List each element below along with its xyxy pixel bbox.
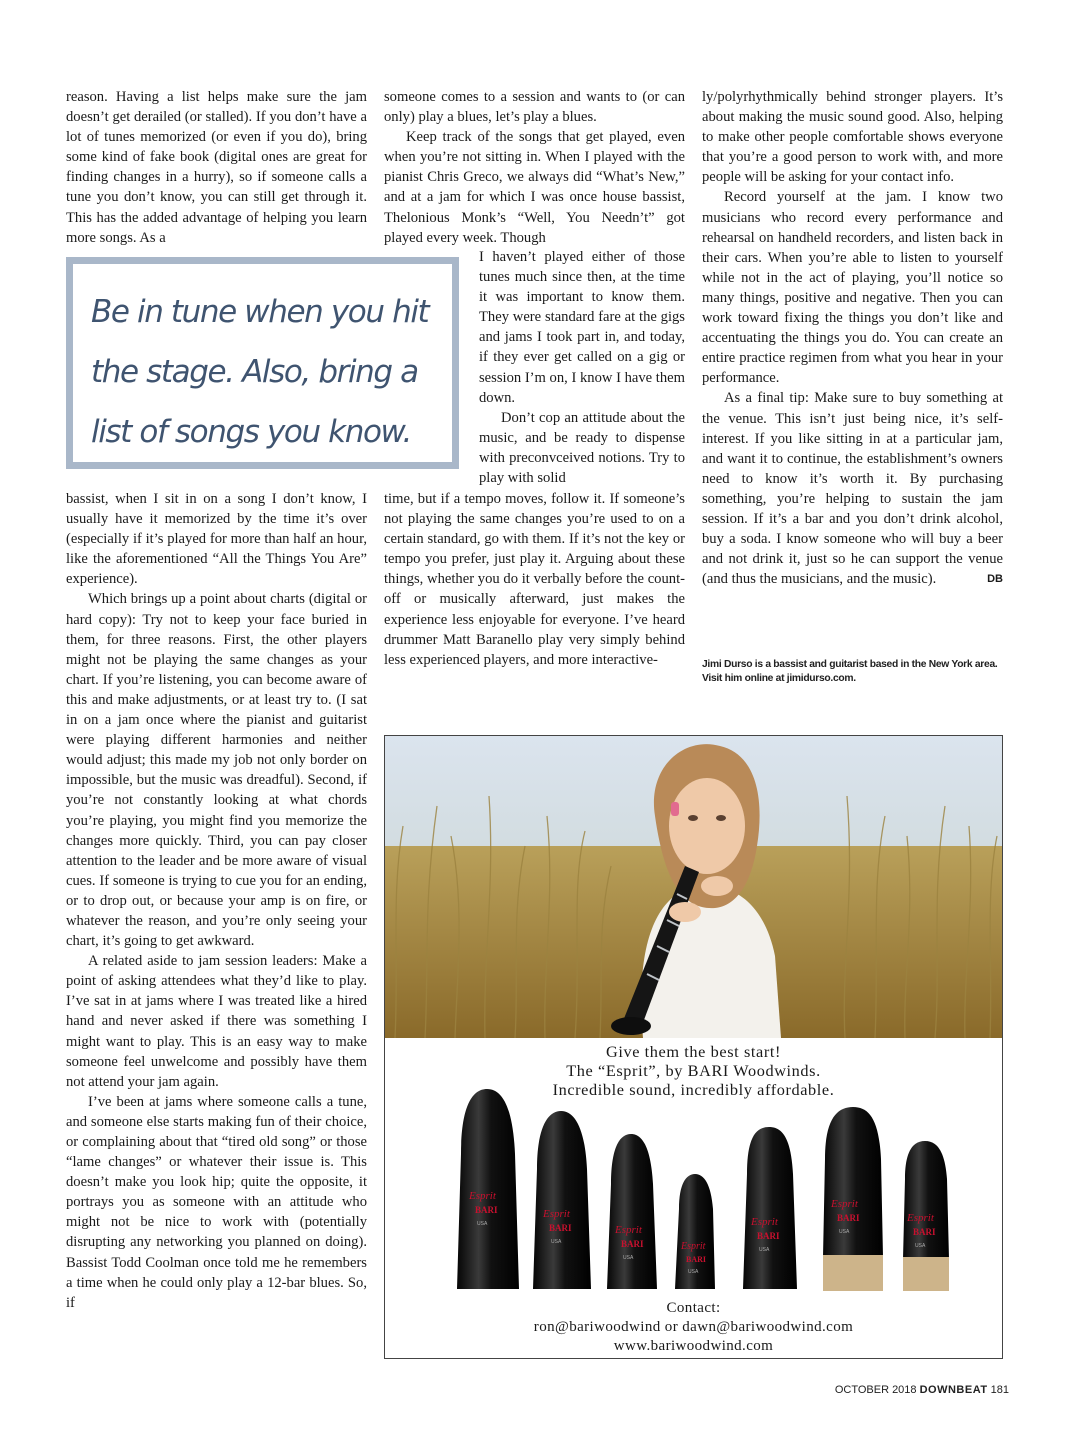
logo-script: Esprit <box>615 1224 642 1236</box>
mouthpiece-lineup <box>453 1089 973 1307</box>
mouthpiece-4 <box>675 1174 715 1289</box>
article-column-2-bottom <box>384 489 685 670</box>
girl-playing-clarinet-photo <box>385 736 1002 1038</box>
article-column-2-top <box>384 87 685 248</box>
paragraph: Record yourself at the jam. I know two musicians who record every performance and rehearsal on handheld recorders, and listen back in their cars. When you’re able to listen to yourself while not in the act of playing, you’ll notice so many things, positive and negative. Then you can work toward fixing the things you don’t like and accentuating the things you do. You can create an entire practice regimen from what you hear in your performance. <box>702 189 1003 387</box>
logo-origin: USA <box>688 1269 699 1275</box>
article-column-2-wrap <box>479 247 685 488</box>
page-footer <box>835 1384 1009 1396</box>
ad-headline-line: Give them the best start! <box>605 1042 782 1061</box>
logo-origin: USA <box>551 1239 562 1245</box>
article-column-3 <box>702 87 1003 589</box>
bari-woodwinds-ad <box>384 735 1003 1359</box>
logo-script: Esprit <box>907 1212 934 1224</box>
logo-brand: BARI <box>913 1227 936 1237</box>
contact-emails[interactable]: ron@bariwoodwind or dawn@bariwoodwind.com <box>533 1319 854 1335</box>
mouthpiece-6 <box>823 1107 883 1291</box>
logo-brand: BARI <box>837 1213 860 1223</box>
paragraph: Which brings up a point about charts (digital or hard copy): Try not to keep your face buried in them, for three reasons. First, the other players might not be playing the same changes as your chart. If you’re listening, you can become aware of this and make adjustments, or at least try to. (I sat in on a jam once where the pianist and guitarist were playing different harmonies and neither would adjust; this made my job not only border on impossible, but the music was dreadful). Second, if you’re not constantly looking at what chords you’re playing, you might find you memorize the changes more quickly. Third, you can pay closer attention to the leader and be more aware of visual cues. If someone is trying to cue you for an ending, or to drop out, or because your amp is on fire, or whatever the reason, and you’re only seeing your chart, it’s going to get awkward. <box>66 591 367 950</box>
contact-website[interactable]: www.bariwoodwind.com <box>613 1338 774 1354</box>
paragraph: reason. Having a list helps make sure the jam doesn’t get derailed (or stalled). If you don’t have a lot of tunes memorized (or even if you do), bring some kind of fake book (digital ones are great for finding changes in a hurry), so if someone calls a tune you don’t know, you can still get through it. This has the added advantage of helping you learn more songs. As a <box>66 89 367 246</box>
issue-date: OCTOBER 2018 <box>834 1384 917 1396</box>
logo-script: Esprit <box>543 1208 570 1220</box>
mouthpiece-5 <box>743 1127 797 1289</box>
contact-label: Contact: <box>666 1300 721 1316</box>
paragraph <box>702 388 1003 589</box>
article-column-1-top <box>66 87 367 248</box>
logo-script: Esprit <box>751 1216 778 1228</box>
mouthpiece-3 <box>607 1134 657 1289</box>
paragraph: ly/polyrhythmically behind stronger players. It’s about making the music sound good. Also, helping to make other people comfortable shows everyone that you’re a good person to work with, and more people will be asking for your contact info. <box>702 89 1003 186</box>
logo-origin: USA <box>915 1243 926 1249</box>
pull-quote-box <box>66 257 459 469</box>
logo-brand: BARI <box>621 1239 644 1249</box>
mouthpiece-1 <box>457 1089 519 1289</box>
paragraph: I’ve been at jams where someone calls a tune, and someone else starts making fun of their choice, or complaining about that “tired old song” or those “lame changes” or whatever their issue is. This doesn’t make you look hip; quite the opposite, it portrays you as someone with an attitude who might not be nice to work with (potentially disrupting any networking you planned on doing). Bassist Todd Coolman once told me he remembers a time when he could only play a 12-bar blues. So, if <box>66 1093 367 1311</box>
paragraph-text: As a final tip: Make sure to buy something at the venue. This isn’t just being nice, it’s self-interest. If you like sitting in at a particular jam, and want it to continue, the establishment’s owners need to know it’s worth it. By purchasing something, you’re helping to sustain the jam session. If it’s a bar and you don’t drink alcohol, buy a soda. I know someone who will buy a beer and not drink it, just so he can support the venue (and thus the musicians, and the music). <box>702 390 1003 588</box>
mouthpiece-7 <box>903 1141 949 1291</box>
paragraph: bassist, when I sit in on a song I don’t know, I usually have it memorized by the time it’s over (especially if it’s played for more than half an hour, like the aforementioned “All the Things You Are” experience). <box>66 491 367 588</box>
magazine-name: DOWNBEAT <box>919 1384 988 1396</box>
logo-brand: BARI <box>686 1255 707 1264</box>
logo-brand: BARI <box>757 1231 780 1241</box>
paragraph: someone comes to a session and wants to (or can only) play a blues, let’s play a blues. <box>384 89 685 126</box>
ad-contact <box>385 1299 1002 1356</box>
logo-origin: USA <box>759 1247 770 1253</box>
logo-script: Esprit <box>831 1198 858 1210</box>
paragraph: Don’t cop an attitude about the music, and be ready to dispense with preconvceived notions. Try to play with solid <box>479 409 685 487</box>
article-column-1-bottom <box>66 489 367 1313</box>
author-bio: Jimi Durso is a bassist and guitarist based in the New York area. Visit him online at jimidurso.com. <box>702 659 998 684</box>
logo-origin: USA <box>477 1221 488 1227</box>
ad-headline-line: The “Esprit”, by BARI Woodwinds. <box>566 1061 821 1080</box>
pull-quote: Be in tune when you hit the stage. Also, bring a list of songs you know. <box>91 294 429 450</box>
logo-origin: USA <box>623 1255 634 1261</box>
mouthpiece-2 <box>533 1111 591 1289</box>
logo-script: Esprit <box>681 1241 706 1252</box>
logo-brand: BARI <box>549 1223 572 1233</box>
paragraph: Keep track of the songs that get played, even when you’re not sitting in. When I played with the pianist Chris Greco, we always did “What’s New,” and at a jam for which I was once house bassist, Thelonious Monk’s “Well, You Needn’t” got played every week. Though <box>384 129 685 246</box>
logo-brand: BARI <box>475 1205 498 1215</box>
logo-script: Esprit <box>469 1190 496 1202</box>
ad-headline-line: Incredible sound, incredibly affordable. <box>552 1080 835 1099</box>
paragraph: I haven’t played either of those tunes much since then, at the time it was important to know them. They were standard fare at the gigs and jams I took part in, and today, if they ever get called on a gig or session I’m on, I know I have them down. <box>479 249 685 406</box>
end-mark: DB <box>987 573 1003 586</box>
paragraph: A related aside to jam session leaders: Make a point of asking attendees what they’d like to play. I’ve sat in at jams where I was treated like a hired hand and never asked if there was something I might want to play. This is an easy way to make someone feel unwelcome and possibly have them not attend your jam again. <box>66 953 367 1090</box>
logo-origin: USA <box>839 1229 850 1235</box>
paragraph: time, but if a tempo moves, follow it. If someone’s not playing the same changes you’re used to on a certain standard, go with them. If it’s not the key or tempo you prefer, just play it. Arguing about these things, whether you do it verbally before the count-off or musically afterward, just makes the experience less enjoyable for everyone. I’ve heard drummer Matt Baranello play very simply behind less experienced players, and more interactive- <box>384 491 685 668</box>
page-number: 181 <box>990 1384 1009 1396</box>
